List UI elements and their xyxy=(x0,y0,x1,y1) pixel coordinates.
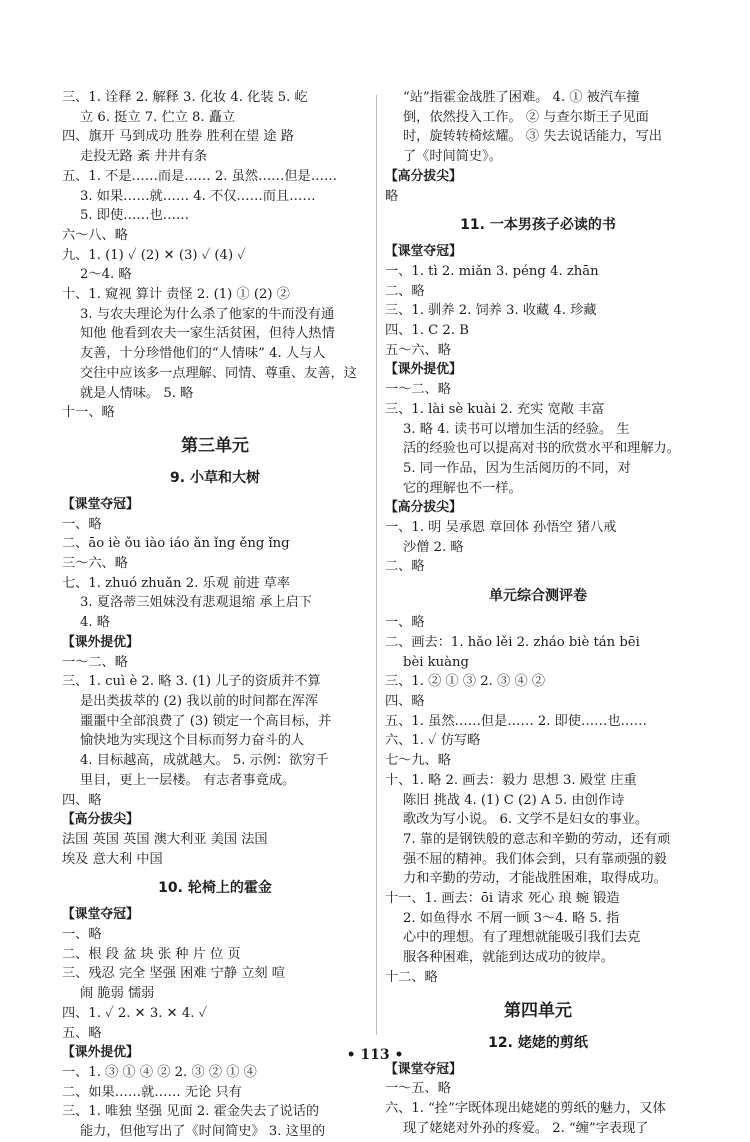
answer-line: 一、1. ③ ① ④ ② 2. ③ ② ① ④ xyxy=(62,1064,257,1080)
answer-line: 倒，依然投入工作。 ② 与查尔斯王子见面 xyxy=(403,109,649,125)
answer-line: 四、1. C 2. B xyxy=(385,323,469,339)
answer-line: 时，旋转转椅炫耀。 ③ 失去说话能力，写出 xyxy=(403,129,662,145)
answer-line: 5. 即使……也…… xyxy=(80,208,190,224)
answer-line: 四、旗开 马到成功 胜券 胜利在望 途 路 xyxy=(62,129,294,145)
answer-line: 三～六、略 xyxy=(62,556,128,572)
answer-line: 二、略 xyxy=(385,283,425,299)
answer-line: 5. 同一作品，因为生活阅历的不同，对 xyxy=(403,460,631,476)
answer-line: 强不屈的精神。我们体会到，只有靠顽强的毅 xyxy=(403,851,667,867)
answer-line: 一～五、略 xyxy=(385,1081,451,1097)
answer-line: 2. 如鱼得水 不屑一顾 3～4. 略 5. 指 xyxy=(403,910,620,926)
section-tag: 【高分拔尖】 xyxy=(385,168,462,184)
answer-line: 它的理解也不一样。 xyxy=(403,480,522,496)
answer-line: 十一、略 xyxy=(62,405,115,421)
answer-line: 走投无路 紊 井井有条 xyxy=(80,149,208,165)
answer-line: 六、1. ✓ 仿写略 xyxy=(385,733,481,749)
answer-line: 埃及 意大利 中国 xyxy=(62,851,163,867)
section-tag: 【课堂夺冠】 xyxy=(62,496,139,512)
answer-line: 十、1. 略 2. 画去：毅力 思想 3. 殿堂 庄重 xyxy=(385,772,637,788)
answer-line: 就是人情味。 5. 略 xyxy=(80,385,194,401)
answer-line: 3. 略 4. 读书可以增加生活的经验。 生 xyxy=(403,421,630,437)
lesson-title: 12. 姥姥的剪纸 xyxy=(488,1034,588,1051)
answer-line: 一、1. tì 2. miǎn 3. péng 4. zhān xyxy=(385,263,599,279)
answer-line: 噩噩中全部浪费了 (3) 锁定一个高目标，并 xyxy=(80,713,332,729)
answer-line: 七～九、略 xyxy=(385,753,451,769)
answer-line: 十、1. 窥视 算计 责怪 2. (1) ① (2) ② xyxy=(62,287,290,303)
answer-line: 知他 他看到农夫一家生活贫困，但待人热情 xyxy=(80,326,335,342)
section-tag: 【课外提优】 xyxy=(62,634,139,650)
answer-line: 一、略 xyxy=(62,516,102,532)
lesson-title: 11. 一本男孩子必读的书 xyxy=(460,217,616,234)
answer-line: 力和辛勤的劳动，才能战胜困难，取得成功。 xyxy=(403,871,667,887)
answer-line: 活的经验也可以提高对书的欣赏水平和理解力。 xyxy=(403,441,680,457)
answer-line: 服各种困难，就能到达成功的彼岸。 xyxy=(403,950,614,966)
answer-line: 三、1. 诠释 2. 解释 3. 化妆 4. 化装 5. 屹 xyxy=(62,90,308,105)
answer-line: 六、1. “拴”字既体现出姥姥的剪纸的魅力，又体 xyxy=(385,1100,666,1116)
answer-line: bèi kuàng xyxy=(403,654,469,670)
answer-line: 三、1. 唯独 坚强 见面 2. 霍金失去了说话的 xyxy=(62,1104,320,1120)
answer-line: 五、1. 不是……而是…… 2. 虽然……但是…… xyxy=(62,168,338,184)
answer-line: 六～八、略 xyxy=(62,227,128,243)
answer-line: 二、略 xyxy=(385,559,425,575)
answer-line: 略 xyxy=(385,188,399,204)
answer-line: 三、1. 驯养 2. 饲养 3. 收藏 4. 珍藏 xyxy=(385,303,597,319)
answer-line: 三、1. lài sè kuài 2. 充实 宽敞 丰富 xyxy=(385,401,605,417)
unit-heading: 第四单元 xyxy=(504,1000,572,1021)
answer-line: 二、根 段 盆 块 张 种 片 位 页 xyxy=(62,946,241,962)
answer-line: 闹 脆弱 懦弱 xyxy=(80,986,155,1002)
answer-line: 立 6. 挺立 7. 伫立 8. 矗立 xyxy=(80,109,236,125)
answer-line: 现了姥姥对外孙的疼爱。 2. “缠”字表现了 xyxy=(403,1120,649,1136)
answer-line: 一、略 xyxy=(62,927,102,943)
answer-line: 四、略 xyxy=(62,792,102,808)
answer-line: 二、如果……就…… 无论 只有 xyxy=(62,1084,242,1100)
answer-line: 沙僧 2. 略 xyxy=(403,539,464,555)
section-tag: 【课外提优】 xyxy=(62,1045,139,1061)
section-tag: 【高分拔尖】 xyxy=(385,500,462,516)
answer-line: 3. 夏洛蒂三姐妹没有悲观退缩 承上启下 xyxy=(80,595,312,611)
answer-line: 十二、略 xyxy=(385,969,438,985)
answer-line: 五、略 xyxy=(62,1025,102,1041)
answer-line: 二、画去：1. hǎo lěi 2. zháo biè tán bēi xyxy=(385,634,640,650)
answer-line: 歌改为写小说。 6. 文学不是妇女的事业。 xyxy=(403,812,649,828)
answer-line: 7. 靠的是钢铁般的意志和辛勤的劳动，还有顽 xyxy=(403,831,671,847)
answer-line: “站”指霍金战胜了困难。 4. ① 被汽车撞 xyxy=(403,90,640,105)
answer-line: 七、1. zhuó zhuǎn 2. 乐观 前进 草率 xyxy=(62,575,290,591)
answer-line: 一、1. 明 吴承恩 章回体 孙悟空 猪八戒 xyxy=(385,520,617,536)
answer-line: 五～六、略 xyxy=(385,342,451,358)
answer-line: 了《时间简史》。 xyxy=(403,149,502,165)
lesson-title: 单元综合测评卷 xyxy=(489,588,587,605)
answer-line: 交往中应该多一点理解、同情、尊重、友善，这 xyxy=(80,365,357,381)
answer-line: 一、略 xyxy=(385,615,425,631)
answer-line: 友善，十分珍惜他们的“人情味” 4. 人与人 xyxy=(80,346,326,362)
answer-line: 2～4. 略 xyxy=(80,267,132,283)
answer-line: 3. 如果……就…… 4. 不仅……而且…… xyxy=(80,188,316,204)
answer-line: 三、1. ② ① ③ 2. ③ ④ ② xyxy=(385,674,546,690)
answer-line: 心中的理想。有了理想就能吸引我们去克 xyxy=(403,930,641,946)
answer-line: 一～二、略 xyxy=(62,654,128,670)
answer-line: 4. 目标越高，成就越大。 5. 示例：欲穷千 xyxy=(80,753,329,769)
lesson-title: 10. 轮椅上的霍金 xyxy=(158,880,272,897)
section-tag: 【课堂夺冠】 xyxy=(385,1061,462,1077)
answer-line: 三、1. cuì è 2. 略 3. (1) 儿子的资质并不算 xyxy=(62,674,321,690)
section-tag: 【课堂夺冠】 xyxy=(385,244,462,260)
answer-line: 愉快地为实现这个目标而努力奋斗的人 xyxy=(80,733,305,749)
answer-line: 陈旧 挑战 4. (1) C (2) A 5. 由创作诗 xyxy=(403,792,625,808)
lesson-title: 9. 小草和大树 xyxy=(170,469,260,486)
answer-line: 里目，更上一层楼。 有志者事竟成。 xyxy=(80,772,296,788)
answer-line: 能力，但他写出了《时间简史》 3. 这里的 xyxy=(80,1124,326,1140)
answer-line: 一～二、略 xyxy=(385,382,451,398)
answer-line: 九、1. (1) ✓ (2) ✕ (3) ✓ (4) ✓ xyxy=(62,247,246,263)
answer-line: 二、āo iè ǒu iào iáo ǎn ǐng ěng ǐng xyxy=(62,536,290,552)
answer-line: 是出类拔萃的 (2) 我以前的时间都在浑浑 xyxy=(80,693,319,709)
answer-line: 三、残忍 完全 坚强 困难 宁静 立刻 喧 xyxy=(62,966,285,982)
section-tag: 【课外提优】 xyxy=(385,362,462,378)
answer-line: 4. 略 xyxy=(80,615,110,631)
section-tag: 【高分拔尖】 xyxy=(62,812,139,828)
page-number: • 113 • xyxy=(346,1047,404,1063)
section-tag: 【课堂夺冠】 xyxy=(62,907,139,923)
answer-line: 3. 与农夫理论为什么杀了他家的牛而没有通 xyxy=(80,306,335,322)
answer-line: 四、略 xyxy=(385,693,425,709)
answer-line: 四、1. ✓ 2. ✕ 3. ✕ 4. ✓ xyxy=(62,1005,208,1021)
answer-line: 五、1. 虽然……但是…… 2. 即使……也…… xyxy=(385,713,647,729)
column-divider xyxy=(376,95,377,1035)
unit-heading: 第三单元 xyxy=(181,435,249,456)
right-column xyxy=(385,88,691,1138)
answer-line: 法国 英国 英国 澳大利亚 美国 法国 xyxy=(62,831,268,847)
answer-line: 十一、1. 画去：ōi 请求 死心 琅 蜿 锻造 xyxy=(385,891,620,907)
left-column xyxy=(62,88,368,1142)
